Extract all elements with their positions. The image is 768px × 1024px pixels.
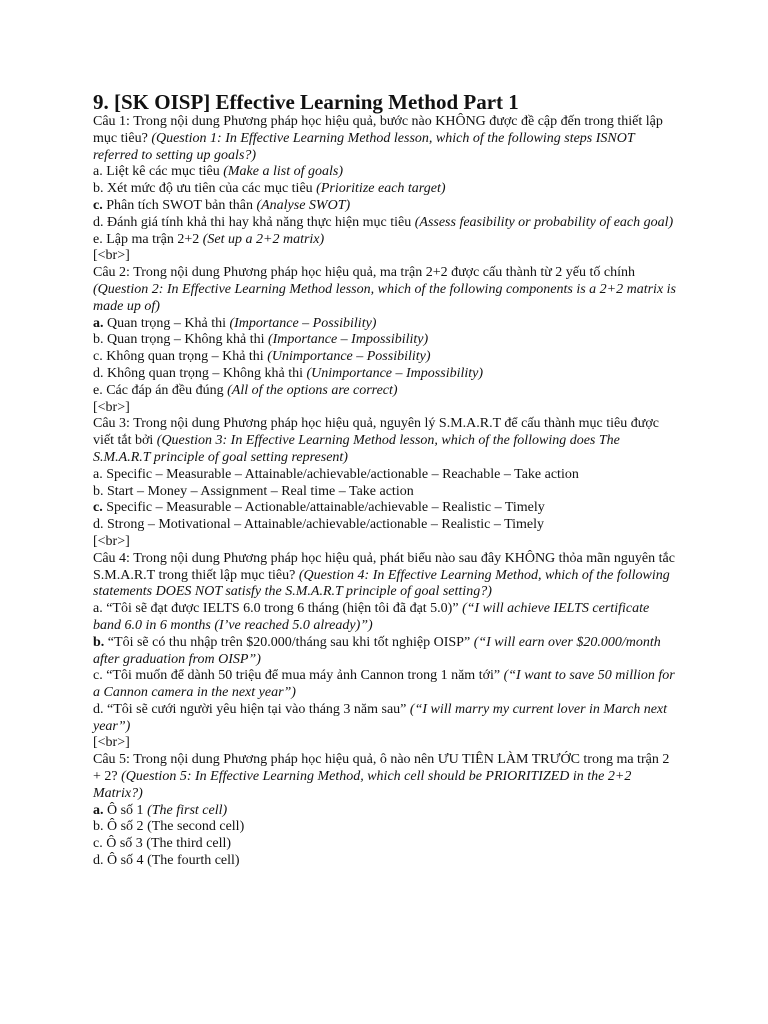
option-vi: Xét mức độ ưu tiên của các mục tiêu [107, 181, 313, 197]
q2-option-a [93, 316, 678, 333]
option-vi: Không quan trọng – Khả thi [106, 349, 264, 365]
option-text: Strong – Motivational – Attainable/achievable/actionable – Realistic – Timely [107, 517, 545, 533]
option-prefix-correct: c. [93, 500, 103, 516]
q3-option-c [93, 500, 678, 517]
option-en: (“I want to save 50 million for a Cannon camera in the next year”) [93, 668, 675, 701]
question-5-en: (Question 5: In Effective Learning Method, which cell should be PRIORITIZED in the 2+2 Matrix?) [93, 769, 632, 801]
option-vi: Đánh giá tính khả thi hay khả năng thực hiện mục tiêu [107, 214, 412, 230]
option-prefix: c. [93, 668, 103, 684]
option-vi: “Tôi sẽ đạt được IELTS 6.0 trong 6 tháng (hiện tôi đã đạt 5.0)” [106, 601, 459, 617]
option-text: Specific – Measurable – Attainable/achievable/actionable – Reachable – Take action [106, 466, 579, 482]
br-separator: [<br>] [93, 248, 130, 264]
option-prefix: a. [93, 164, 103, 180]
br-separator: [<br>] [93, 399, 130, 415]
document-page [93, 90, 678, 870]
q3-option-b [93, 484, 678, 501]
option-prefix: b. [93, 332, 104, 348]
option-en: (Unimportance – Impossibility) [306, 365, 484, 381]
question-1 [93, 114, 678, 164]
q4-option-d [93, 702, 678, 736]
option-text: Start – Money – Assignment – Real time – Take action [107, 483, 414, 499]
option-prefix: c. [93, 349, 103, 365]
option-vi: “Tôi muốn để dành 50 triệu để mua máy ảnh Cannon trong 1 năm tới” [106, 668, 501, 684]
option-en: (The second cell) [147, 819, 245, 835]
option-prefix: a. [93, 466, 103, 482]
option-prefix: d. [93, 214, 104, 230]
option-en: (Analyse SWOT) [256, 197, 351, 213]
option-en: (The first cell) [147, 802, 228, 818]
option-en: (“I will earn over $20.000/month after graduation from OISP”) [93, 634, 661, 667]
question-4 [93, 551, 678, 601]
option-en: (Prioritize each target) [316, 181, 446, 197]
q2-option-d [93, 366, 678, 383]
option-vi: Quan trọng – Khả thi [107, 315, 226, 331]
option-en: (Unimportance – Possibility) [267, 349, 431, 365]
option-prefix-correct: a. [93, 315, 104, 331]
question-4-vi: Câu 4: Trong nội dung Phương pháp học hiệu quả, phát biểu nào sau đây KHÔNG thỏa mãn nguyên tắc S.M.A.R.T trong thiết lập mục tiêu? [93, 550, 675, 583]
question-3-vi: Câu 3: Trong nội dung Phương pháp học hiệu quả, nguyên lý S.M.A.R.T để cấu thành mục tiêu được viết tắt bởi [93, 416, 659, 449]
option-en: (All of the options are correct) [227, 382, 398, 398]
option-vi: Quan trọng – Không khả thi [107, 332, 265, 348]
q3-option-a [93, 467, 678, 484]
q1-option-a [93, 164, 678, 181]
option-prefix: a. [93, 601, 103, 617]
question-1-vi: Câu 1: Trong nội dung Phương pháp học hiệu quả, bước nào KHÔNG được đề cập đến trong thiết lập mục tiêu? [93, 114, 663, 146]
option-en: (“I will marry my current lover in March next year”) [93, 701, 668, 734]
q1-option-d [93, 215, 678, 232]
q4-option-c [93, 668, 678, 702]
question-1-en: (Question 1: In Effective Learning Method lesson, which of the following steps ISNOT referred to setting up goals?) [93, 130, 635, 163]
q5-option-c [93, 836, 678, 853]
option-en: (Importance – Impossibility) [267, 332, 429, 348]
option-vi: Ô số 4 [107, 853, 144, 869]
question-5 [93, 752, 678, 802]
q4-option-b [93, 635, 678, 669]
option-en: (Importance – Possibility) [229, 315, 377, 331]
option-prefix-correct: a. [93, 802, 104, 818]
q5-option-a [93, 803, 678, 820]
option-vi: “Tôi sẽ cưới người yêu hiện tại vào tháng 3 năm sau” [107, 701, 407, 717]
q1-option-c [93, 198, 678, 215]
question-3 [93, 416, 678, 466]
q3-option-d [93, 517, 678, 534]
option-vi: Ô số 3 [106, 836, 143, 852]
q5-option-d [93, 853, 678, 870]
option-prefix: d. [93, 853, 104, 869]
option-prefix: d. [93, 365, 104, 381]
question-5-vi: Câu 5: Trong nội dung Phương pháp học hiệu quả, ô nào nên ƯU TIÊN LÀM TRƯỚC trong ma trận 2 + 2? [93, 752, 670, 785]
option-prefix: e. [93, 231, 103, 247]
q2-option-e [93, 383, 678, 400]
option-prefix-correct: b. [93, 634, 105, 650]
option-en: (Set up a 2+2 matrix) [202, 231, 325, 247]
option-prefix: d. [93, 701, 104, 717]
option-vi: Không quan trọng – Không khả thi [107, 365, 303, 381]
option-en: (The fourth cell) [147, 853, 240, 869]
option-prefix: e. [93, 382, 103, 398]
option-prefix: b. [93, 819, 104, 835]
q1-option-b [93, 181, 678, 198]
br-separator: [<br>] [93, 533, 130, 549]
br-separator: [<br>] [93, 735, 130, 751]
option-en: (Make a list of goals) [223, 164, 343, 180]
q4-option-a [93, 601, 678, 635]
option-text: Specific – Measurable – Actionable/attainable/achievable – Realistic – Timely [106, 500, 545, 516]
option-en: (Assess feasibility or probability of each goal) [414, 214, 674, 230]
option-vi: Phân tích SWOT bản thân [106, 197, 253, 213]
option-vi: Ô số 2 [107, 819, 144, 835]
option-vi: Ô số 1 [107, 802, 144, 818]
option-prefix: d. [93, 517, 104, 533]
option-vi: “Tôi sẽ có thu nhập trên $20.000/tháng sau khi tốt nghiệp OISP” [107, 634, 471, 650]
question-2-en: (Question 2: In Effective Learning Method lesson, which of the following components is a 2+2 matrix is made up of) [93, 281, 676, 314]
option-prefix-correct: c. [93, 197, 103, 213]
option-vi: Lập ma trận 2+2 [106, 231, 200, 247]
option-prefix: b. [93, 483, 104, 499]
question-2-vi: Câu 2: Trong nội dung Phương pháp học hiệu quả, ma trận 2+2 được cấu thành từ 2 yếu tố chính [93, 265, 636, 281]
q2-option-b [93, 332, 678, 349]
question-4-en: (Question 4: In Effective Learning Method, which of the following statements DOES NOT satisfy the S.M.A.R.T principle of goal setting?) [93, 567, 670, 600]
option-en: (“I will achieve IELTS certificate band 6.0 in 6 months (I’ve reached 5.0 already)”) [93, 601, 650, 633]
option-vi: Liệt kê các mục tiêu [106, 164, 220, 180]
document-title: 9. [SK OISP] Effective Learning Method Part 1 [93, 90, 519, 114]
question-2 [93, 265, 678, 315]
option-prefix: b. [93, 181, 104, 197]
question-3-en: (Question 3: In Effective Learning Method lesson, which of the following does The S.M.A.R.T principle of goal setting represent) [93, 433, 620, 465]
q5-option-b [93, 819, 678, 836]
q1-option-e [93, 232, 678, 249]
option-vi: Các đáp án đều đúng [106, 382, 224, 398]
q2-option-c [93, 349, 678, 366]
option-prefix: c. [93, 836, 103, 852]
option-en: (The third cell) [146, 836, 232, 852]
